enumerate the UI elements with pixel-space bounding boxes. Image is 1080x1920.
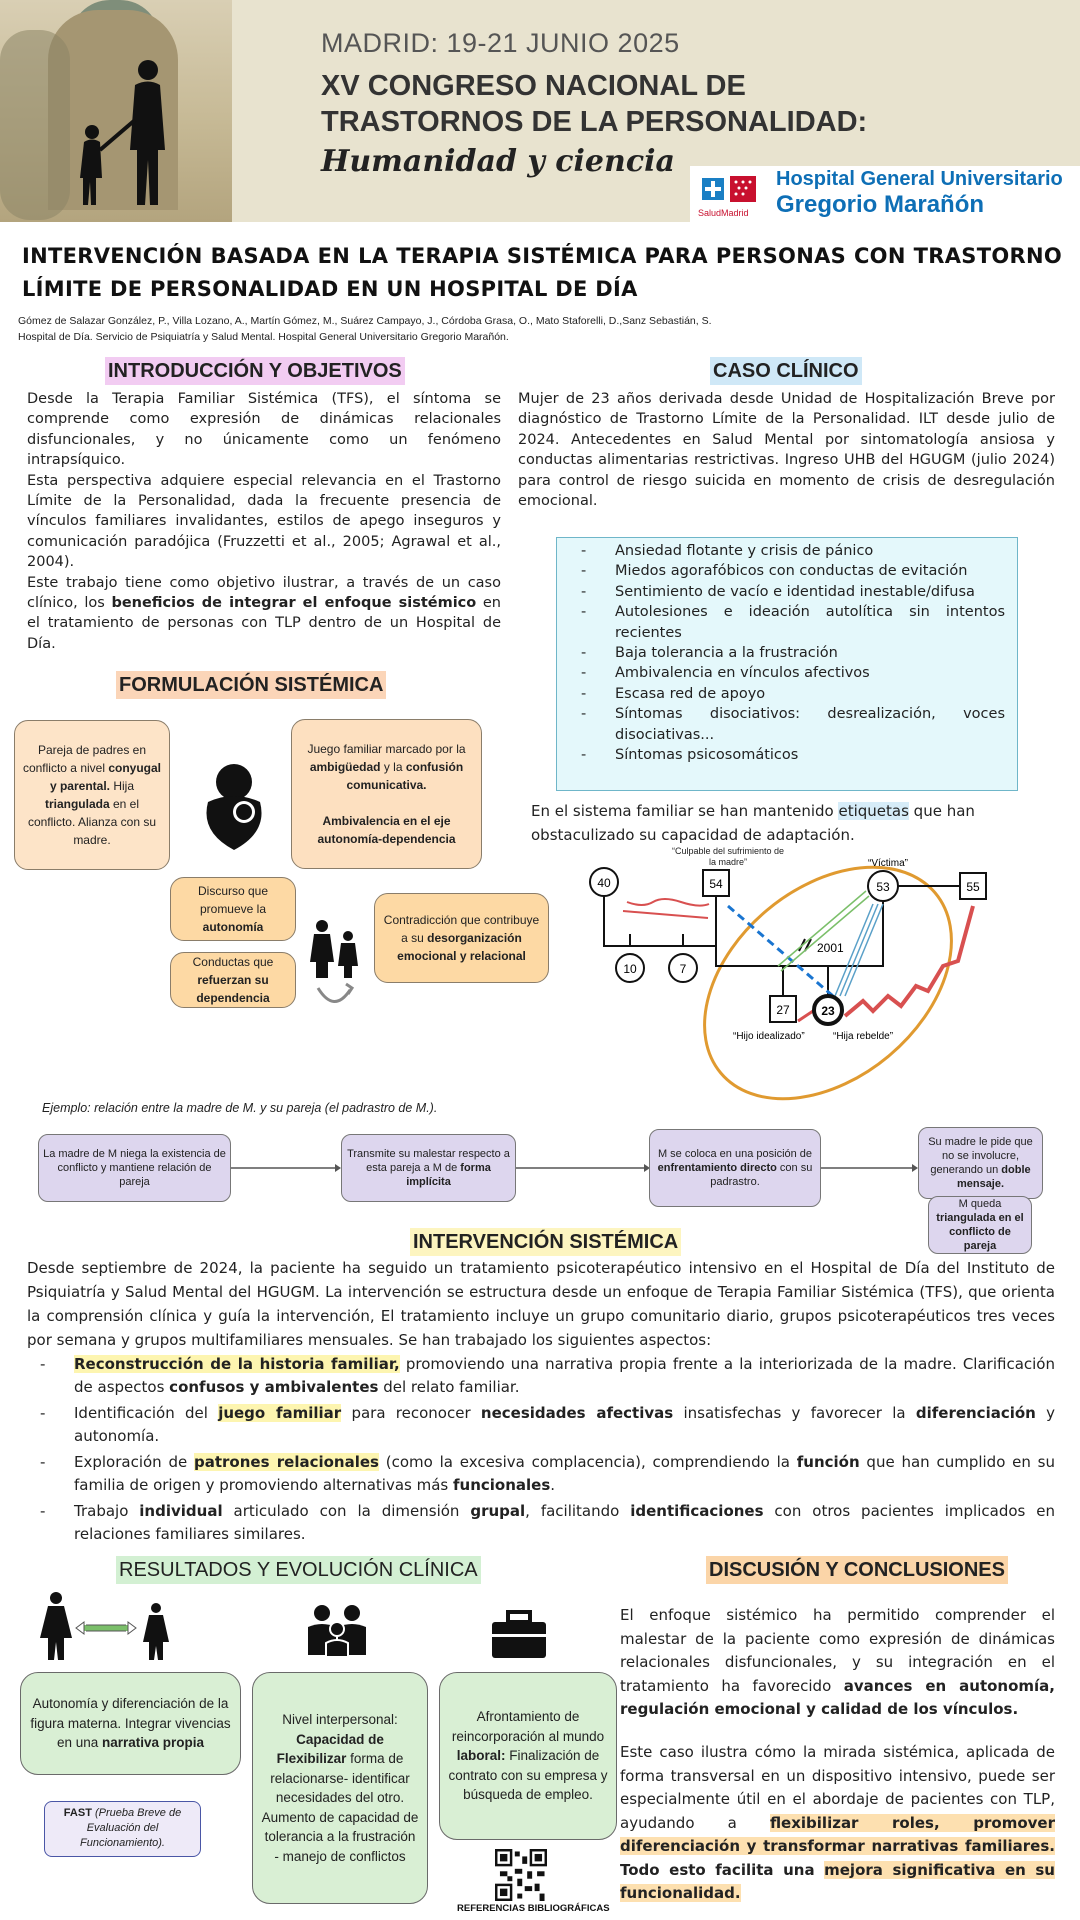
authors-block xyxy=(18,313,1068,345)
qr-code-icon[interactable] xyxy=(495,1849,547,1901)
references-link[interactable]: REFERENCIAS BIBLIOGRÁFICAS xyxy=(457,1903,610,1914)
process-arrows xyxy=(231,1160,931,1176)
salud-madrid-label: SaludMadrid xyxy=(698,208,749,218)
example-caption: Ejemplo: relación entre la madre de M. y su pareja (el padrastro de M.). xyxy=(42,1101,438,1115)
poster-title: INTERVENCIÓN BASADA EN LA TERAPIA SISTÉMICA PARA PERSONAS CON TRASTORNO LÍMITE DE PERSONALIDAD EN UN HOSPITAL DE DÍA xyxy=(22,244,1062,301)
formulation-box-autonomy: Discurso que promueve la autonomía xyxy=(170,877,296,941)
congress-title-line2: TRASTORNOS DE LA PERSONALIDAD: xyxy=(321,106,868,138)
genogram-year: 2001 xyxy=(817,941,844,955)
case-heading: CASO CLÍNICO xyxy=(710,357,862,385)
intro-paragraph-1: Desde la Terapia Familiar Sistémica (TFS), el síntoma se comprende como expresión de dinámicas relacionales disfuncionales, y no únicamente como un fenómeno intrapsíquico. xyxy=(27,391,501,469)
formulation-box-family-game: Juego familiar marcado por la ambigüedad y la confusión comunicativa. Ambivalencia en el eje autonomía-dependencia xyxy=(291,719,482,869)
process-step-2: Transmite su malestar respecto a esta pareja a M de forma implícita xyxy=(341,1134,516,1202)
process-step-5: M queda triangulada en el conflicto de pareja xyxy=(928,1196,1032,1254)
symptoms-list xyxy=(569,541,1005,765)
mother-child-icon xyxy=(198,762,270,852)
formulation-box-contradiction: Contradicción que contribuye a su desorganización emocional y relacional xyxy=(374,893,549,983)
intervention-heading: INTERVENCIÓN SISTÉMICA xyxy=(410,1228,681,1256)
authors: Gómez de Salazar González, P., Villa Lozano, A., Martín Gómez, M., Suárez Campayo, J., Córdoba Grasa, O., Mato Staforelli, D.,Sanz Sebastián, S. xyxy=(18,315,712,327)
genogram-diagram xyxy=(573,846,1043,1106)
discussion-heading: DISCUSIÓN Y CONCLUSIONES xyxy=(706,1556,1008,1584)
intro-text xyxy=(27,389,501,654)
label-culpable: “Culpable del sufrimiento de la madre” xyxy=(671,846,785,867)
result-box-interpersonal: Nivel interpersonal: Capacidad de Flexibilizar forma de relacionarse- identificar necesidades del otro. Aumento de capacidad de tolerancia a la frustración - manejo de conflictos xyxy=(252,1672,428,1904)
congress-title-line1: XV CONGRESO NACIONAL DE xyxy=(321,70,746,102)
hospital-name-line1: Hospital General Universitario xyxy=(776,168,1063,190)
list-item: - Ambivalencia en vínculos afectivos xyxy=(569,663,1005,683)
hospital-name-line2: Gregorio Marañón xyxy=(776,191,985,218)
genogram-node-label: 55 xyxy=(966,880,980,894)
formulation-box-parents: Pareja de padres en conflicto a nivel conyugal y parental. Hija triangulada en el conflicto. Alianza con su madre. xyxy=(14,720,170,870)
list-item: - Síntomas disociativos: desrealización, voces disociativas... xyxy=(569,704,1005,745)
labels-text: En el sistema familiar se han mantenido etiquetas que han obstaculizado su capacidad de adaptación. xyxy=(531,802,975,844)
genogram-node-label: 7 xyxy=(679,962,687,976)
list-item: - Síntomas psicosomáticos xyxy=(569,745,1005,765)
genogram-node-label: 27 xyxy=(776,1003,790,1017)
group-people-icon xyxy=(306,1603,368,1657)
congress-subtitle: Humanidad y ciencia xyxy=(321,144,675,179)
list-item: - Exploración de patrones relacionales (como la excesiva complacencia), comprendiendo la función que han cumplido en su familia de origen y promoviendo alternativas más funcionales. xyxy=(40,1451,1055,1497)
label-idealizado: “Hijo idealizado” xyxy=(733,1031,805,1042)
process-step-3: M se coloca en una posición de enfrentamiento directo con su padrastro. xyxy=(649,1129,821,1207)
header-photo xyxy=(0,0,232,222)
genogram-node-label: 54 xyxy=(709,877,723,891)
genogram-node-label: 40 xyxy=(597,876,611,890)
list-item: - Identificación del juego familiar para reconocer necesidades afectivas insatisfechas y favorecer la diferenciación y autonomía. xyxy=(40,1402,1055,1448)
intro-paragraph-2: Esta perspectiva adquiere especial relevancia en el Trastorno Límite de la Personalidad, dada la frecuente presencia de vínculos familiares invalidantes, estilos de apego inseguros y comunicación paradójica (Fruzzetti et al., 2005; Agrawal et al., 2004). xyxy=(27,472,501,571)
intro-paragraph-3: Este trabajo tiene como objetivo ilustrar, a través de un caso clínico, los beneficios de integrar el enfoque sistémico en el tratamiento de personas con TLP dentro de un Hospital de Día. xyxy=(27,574,501,652)
discussion-paragraph-1: El enfoque sistémico ha permitido comprender el malestar de la paciente como expresión de dinámicas relacionales disfuncionales, y su integración en el tratamiento ha favorecido avances en autonomía, regulación emocional y calidad de los vínculos. xyxy=(620,1606,1055,1718)
list-item: - Ansiedad flotante y crisis de pánico xyxy=(569,541,1005,561)
label-rebelde: “Hija rebelde” xyxy=(833,1031,894,1042)
list-item: - Escasa red de apoyo xyxy=(569,684,1005,704)
process-step-1: La madre de M niega la existencia de conflicto y mantiene relación de pareja xyxy=(38,1134,231,1202)
process-step-4: Su madre le pide que no se involucre, generando un doble mensaje. xyxy=(918,1127,1043,1199)
result-box-work: Afrontamiento de reincorporación al mundo laboral: Finalización de contrato con su empresa y búsqueda de empleo. xyxy=(439,1672,617,1840)
intro-heading: INTRODUCCIÓN Y OBJETIVOS xyxy=(105,357,405,385)
symptoms-box xyxy=(556,537,1018,791)
mother-daughter-icon xyxy=(36,1592,176,1662)
genogram-node-label: 53 xyxy=(876,880,890,894)
list-item: - Miedos agorafóbicos con conductas de evitación xyxy=(569,561,1005,581)
list-item: - Autolesiones e ideación autolítica sin intentos recientes xyxy=(569,602,1005,643)
briefcase-icon xyxy=(490,1610,548,1660)
formulation-heading: FORMULACIÓN SISTÉMICA xyxy=(116,671,386,699)
genogram-node-label: 10 xyxy=(623,962,637,976)
list-item: - Reconstrucción de la historia familiar, promoviendo una narrativa propia frente a la interiorizada de la madre. Clarificación de aspectos confusos y ambivalentes del relato familiar. xyxy=(40,1353,1055,1399)
formulation-box-dependency: Conductas que refuerzan su dependencia xyxy=(170,952,296,1008)
fast-badge: FAST (Prueba Breve de Evaluación del Funcionamiento). xyxy=(44,1801,201,1857)
intervention-list xyxy=(40,1353,1055,1549)
intervention-text: Desde septiembre de 2024, la paciente ha seguido un tratamiento psicoterapéutico intensivo en el Hospital de Día del Instituto de Psiquiatría y Salud Mental del HGUGM. La intervención se estructura desde un enfoque de Terapia Familiar Sistémica (TFS), que orienta la comprensión clínica y guía la intervención, El tratamiento incluye un grupo comunitario diario, grupos psicoterapéuticos tres veces por semana y grupos multifamiliares mensuales. Se han trabajado los siguientes aspectos: xyxy=(27,1259,1055,1349)
congress-date: MADRID: 19-21 JUNIO 2025 xyxy=(321,28,680,58)
list-item: - Sentimiento de vacío e identidad inestable/difusa xyxy=(569,582,1005,602)
label-victima: “Víctima” xyxy=(868,858,908,869)
case-text: Mujer de 23 años derivada desde Unidad de Hospitalización Breve por diagnóstico de Trastorno Límite de la Personalidad. ILT desde julio de 2024. Antecedentes en Salud Mental por sintomatología ansiosa y conductas alimentarias restrictivas. Ingreso UHB del HGUGM (julio 2024) para control de riesgo suicida en momento de crisis de desregulación emocional. xyxy=(518,391,1055,510)
parent-child-icon xyxy=(306,918,364,1006)
list-item: - Baja tolerancia a la frustración xyxy=(569,643,1005,663)
genogram-node-label: 23 xyxy=(821,1004,835,1018)
list-item: - Trabajo individual articulado con la dimensión grupal, facilitando identificaciones con otros pacientes implicados en relaciones familiares similares. xyxy=(40,1500,1055,1546)
discussion-paragraph-2: Este caso ilustra cómo la mirada sistémica, aplicada de forma transversal en un dispositivo intensivo, puede ser especialmente útil en el abordaje de pacientes con TLP, ayudando a flexibilizar roles, promover diferenciación y transformar narrativas familiares. Todo esto facilita una mejora significativa en su funcionalidad. xyxy=(620,1743,1055,1902)
results-heading: RESULTADOS Y EVOLUCIÓN CLÍNICA xyxy=(116,1556,481,1584)
result-box-autonomy: Autonomía y diferenciación de la figura materna. Integrar vivencias en una narrativa propia xyxy=(20,1672,241,1775)
affiliation: Hospital de Día. Servicio de Psiquiatría y Salud Mental. Hospital General Universitario Gregorio Marañón. xyxy=(18,331,509,343)
